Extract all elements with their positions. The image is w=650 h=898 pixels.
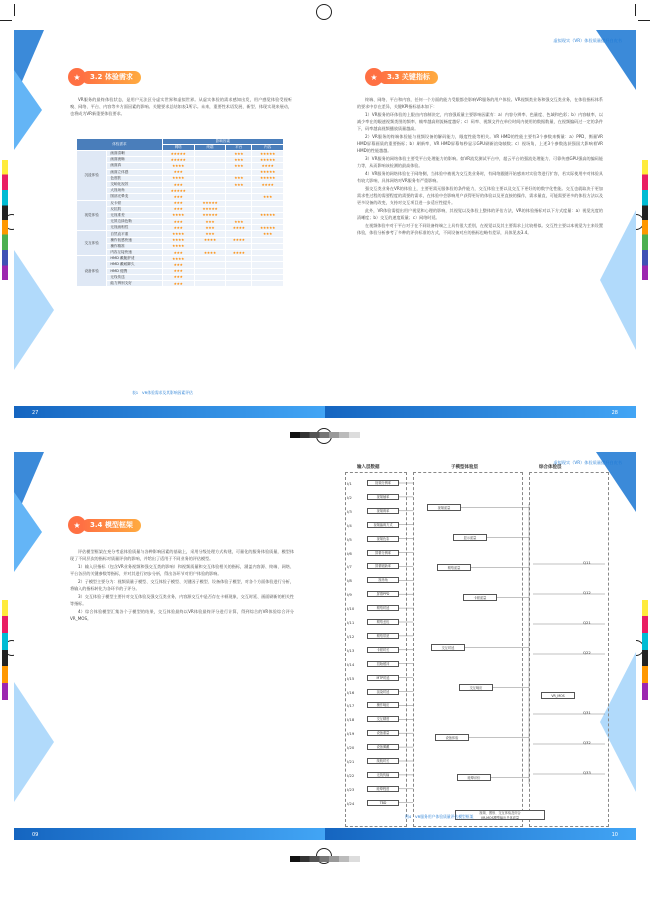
section-heading bbox=[365, 68, 438, 86]
table-item-cell: HMD 戴脆舒适 bbox=[107, 256, 162, 262]
table-rating-cell: ★★★ bbox=[162, 169, 194, 175]
table-item-cell: 图部光晕变 bbox=[107, 194, 162, 200]
input-id-label: I/4 bbox=[347, 522, 352, 528]
page-number: 09 bbox=[32, 832, 39, 838]
table-rating-cell: ★★★★ bbox=[226, 250, 252, 256]
table-rating-cell: ★★★ bbox=[162, 250, 194, 256]
page-left-09 bbox=[14, 452, 325, 840]
section-pill bbox=[82, 519, 141, 532]
input-box: 屏幕分辨率 bbox=[367, 550, 399, 556]
crop-mark bbox=[0, 20, 12, 21]
input-id-label: I/24 bbox=[347, 800, 355, 806]
input-id-label: I/23 bbox=[347, 786, 355, 792]
table-rating-cell: ★★★★★ bbox=[194, 212, 226, 218]
page-number: 27 bbox=[32, 410, 39, 416]
final-mos-box: VR_MOS bbox=[541, 692, 575, 699]
section-heading bbox=[68, 68, 141, 86]
table-item-cell: 交响化视效 bbox=[107, 181, 162, 187]
figure-caption: 图4 VR服务用户体验质量评估模型框架 bbox=[405, 814, 474, 819]
table-item-cell: 画面立体感 bbox=[107, 169, 162, 175]
footer-bar bbox=[14, 406, 325, 418]
running-header: 虚拟现实（VR）体验质量提升白皮书 bbox=[553, 38, 622, 43]
table-rating-cell: ★★★ bbox=[162, 274, 194, 280]
decor-triangle bbox=[14, 682, 54, 802]
table-rating-cell: ★★★ bbox=[194, 225, 226, 231]
input-box: 视频编码方式 bbox=[367, 522, 399, 528]
table-header-cell: 内容 bbox=[252, 145, 284, 151]
page-right-10 bbox=[325, 452, 636, 840]
table-rating-cell: ★★★★★ bbox=[252, 169, 284, 175]
color-bar bbox=[2, 160, 8, 280]
table-rating-cell: ★★★★ bbox=[162, 237, 194, 243]
input-id-label: I/22 bbox=[347, 772, 355, 778]
table-rating-cell: ★★★ bbox=[226, 219, 252, 225]
bottom-spread bbox=[14, 452, 636, 840]
table-rating-cell: ★★★★ bbox=[162, 175, 194, 181]
input-id-label: I/19 bbox=[347, 731, 355, 737]
table-rating-cell: ★★★ bbox=[226, 181, 252, 187]
table-header-cell: 终端 bbox=[194, 145, 226, 151]
table-rating-cell: ★★★ bbox=[226, 163, 252, 169]
table-item-cell: 反卡顿 bbox=[107, 200, 162, 206]
decor-triangle bbox=[14, 250, 54, 370]
running-header: 虚拟现实（VR）体验质量提升白皮书 bbox=[553, 460, 622, 465]
gray-bar bbox=[290, 432, 360, 438]
paragraph: 4）VR服务的网络体验在于网络侧，当体验中被视为交互类业务时，有网络跟随开始感来对实验等进行扩容，若实际使用中对体验具有较大影响，具体网络对VR服务有严重影响。 bbox=[357, 171, 603, 183]
submodel-box: 眩晕评价 bbox=[457, 774, 491, 781]
table-category-cell: 视觉体验 bbox=[77, 200, 107, 231]
input-id-label: I/1 bbox=[347, 481, 352, 486]
experience-requirements-table bbox=[76, 138, 284, 287]
output-label: Q22 bbox=[583, 650, 591, 655]
table-item-cell: 画面清晰 bbox=[107, 151, 162, 157]
table-caption: 表1 VR体验需求及其影响因素评估 bbox=[132, 390, 193, 395]
table-rating-cell: ★★★ bbox=[162, 219, 194, 225]
input-box: 网络时延 bbox=[367, 605, 399, 611]
color-bar bbox=[2, 600, 8, 700]
output-label: Q32 bbox=[583, 740, 591, 745]
input-box: 续航时长 bbox=[367, 758, 399, 764]
table-rating-cell: ★★★★★ bbox=[252, 157, 284, 163]
model-framework-diagram bbox=[343, 464, 613, 834]
table-rating-cell: ★★★★ bbox=[226, 225, 252, 231]
table-item-cell: 能力辨别支好 bbox=[107, 280, 162, 286]
registration-mark bbox=[316, 4, 332, 20]
table-item-cell: HMD 便携 bbox=[107, 268, 162, 274]
table-rating-cell: ★★★ bbox=[162, 206, 194, 212]
table-rating-cell: ★★★★ bbox=[162, 243, 194, 249]
table-rating-cell: ★★★ bbox=[162, 280, 194, 286]
section-number: ★ bbox=[73, 72, 81, 82]
table-item-cell: 反抗肌 bbox=[107, 206, 162, 212]
input-box: 屏幕PPD bbox=[367, 591, 399, 597]
input-id-label: I/12 bbox=[347, 633, 355, 639]
output-label: Q11 bbox=[583, 560, 591, 565]
table-rating-cell: ★★★ bbox=[162, 194, 194, 200]
table-header-cell: 体验需求 bbox=[77, 139, 163, 151]
section-title: 3.4 模型框架 bbox=[90, 521, 133, 529]
table-rating-cell: ★★★★★ bbox=[252, 175, 284, 181]
submodel-box: 视频质量 bbox=[427, 504, 461, 511]
paragraph: 3）交互体验子模型主要针对交互体验及强交互类业务，内容源交互中是否存在卡顿现象，交互时延、画面刷新的相关性等指标。 bbox=[70, 594, 294, 606]
table-rating-cell bbox=[194, 280, 226, 286]
section-title: 3.3 关键指标 bbox=[387, 73, 430, 81]
table-rating-cell: ★★★★★ bbox=[162, 151, 194, 157]
paragraph: 此外，VR体验需提出用户视觉和心理的影响，其视觉以及体验上整体的评估方法，VR的体验指标对以下方式度量：a）视觉光度的清晰度；b）交互的速度质量；c）网络时延。 bbox=[357, 208, 603, 220]
input-box: 眩晕程度 bbox=[367, 786, 399, 792]
section-title: 3.2 体验需求 bbox=[90, 73, 133, 81]
section-pill bbox=[82, 71, 141, 84]
crop-mark bbox=[14, 4, 15, 16]
column-title: 输入层数据 bbox=[357, 465, 380, 470]
section-pill bbox=[379, 71, 438, 84]
table-item-cell: 无线传送 bbox=[107, 274, 162, 280]
table-rating-cell: ★★★★ bbox=[162, 212, 194, 218]
input-id-label: I/8 bbox=[347, 578, 352, 584]
table-category-cell: 交互体验 bbox=[77, 231, 107, 256]
decor-triangle bbox=[14, 70, 42, 150]
input-id-label: I/2 bbox=[347, 494, 352, 500]
paragraph: 2）子模型主要分为：视频质量子模型、交互体验子模型、关键因子模型、设备体验子模型，对各个方面体验进行分析，将输入的指标转化为各环节的子评分。 bbox=[70, 579, 294, 591]
submodel-box: 交互响应 bbox=[459, 684, 493, 691]
input-box: 视频帧率 bbox=[367, 494, 399, 500]
table-rating-cell: ★★★★★ bbox=[162, 188, 194, 194]
table-item-cell: 画面流畅 bbox=[107, 157, 162, 163]
input-box: 视场角 bbox=[367, 577, 399, 583]
table-item-cell: 画面真 bbox=[107, 163, 162, 169]
input-box: 交互精度 bbox=[367, 716, 399, 722]
paragraph: 强交互类业务在VR的体验上，主要更需无服体验的条件能力，交互体验主要以及交互下更好的的数字化性能。交互也就取决于更加需求性过程的需要程度的需要的需求，在体验中会影响用户获得更好的体验以及更直接的操作，需求量直，可能需要更多的体验方法以及更多设备的改变，支持对交互项目进一步适应性提升。 bbox=[357, 186, 603, 205]
input-box: 操作响应 bbox=[367, 702, 399, 708]
input-box: 视频码率 bbox=[367, 508, 399, 514]
section-number: ★ bbox=[370, 72, 378, 82]
footer-bar bbox=[14, 828, 325, 840]
table-rating-cell: ★★★★★ bbox=[162, 157, 194, 163]
paragraph: 1）输入层指标（包含VR业务视频和强交互类的影响）和视频质量和交互体验相关的指标，涵盖内容源、终端、网络、平台各层的关键参数等指标，并对其进行初步分析，得出各环节对用户体验的影响。 bbox=[70, 564, 294, 576]
top-spread bbox=[14, 30, 636, 418]
input-box: 渲染时延 bbox=[367, 689, 399, 695]
table-rating-cell: ★★★★★ bbox=[252, 212, 284, 218]
table-rating-cell: ★★★★★ bbox=[252, 151, 284, 157]
table-item-cell: 无视画相性 bbox=[107, 225, 162, 231]
output-label: Q33 bbox=[583, 770, 591, 775]
submodel-box: 交互时延 bbox=[431, 644, 465, 651]
input-box: 视频分辨率 bbox=[367, 480, 399, 486]
table-rating-cell: ★★★ bbox=[194, 231, 226, 237]
decor-triangle bbox=[600, 210, 636, 350]
table-rating-cell bbox=[252, 280, 284, 286]
paragraph: 4）综合体验模型汇集各个子模型的结果，交互体验最终以VR体验最终评分进行计算，得到综合的VR体验综合评分VR_MOS。 bbox=[70, 609, 294, 621]
input-id-label: I/16 bbox=[347, 689, 355, 695]
table-header-cell: 平台 bbox=[226, 145, 252, 151]
input-box: 屏幕刷新率 bbox=[367, 563, 399, 569]
table-item-cell: 无视准差 bbox=[107, 212, 162, 218]
table-body bbox=[77, 151, 284, 287]
input-box: TBD bbox=[367, 800, 399, 806]
input-id-label: I/17 bbox=[347, 703, 355, 709]
table-rating-cell: ★★★ bbox=[252, 194, 284, 200]
table-rating-cell: ★★★★ bbox=[226, 237, 252, 243]
color-bar bbox=[642, 600, 648, 700]
table-rating-cell: ★★★★ bbox=[194, 237, 226, 243]
paragraph: 在视频体验中对于平台对于在不同设备终端之上具有很大差别，在视觉以及其主要需求上比较相似。交互性主要以本视觉为主来设置体验，体验分析参考了多种的评价标准的方式，不同设备对应的指标也略有差异，具体见表3.4。 bbox=[357, 223, 603, 235]
table-rating-cell: ★★★ bbox=[162, 262, 194, 268]
table-item-cell: 内容互接快速 bbox=[107, 250, 162, 256]
input-id-label: I/11 bbox=[347, 620, 355, 625]
section-number: ★ bbox=[73, 520, 81, 530]
table-rating-cell: ★★★ bbox=[226, 151, 252, 157]
column-title: 综合体验层 bbox=[539, 465, 562, 470]
decor-triangle bbox=[596, 30, 636, 90]
footer-bar bbox=[325, 828, 636, 840]
crop-mark bbox=[638, 20, 650, 21]
output-label: Q12 bbox=[583, 590, 591, 595]
output-label: Q21 bbox=[583, 620, 591, 625]
page-number: 28 bbox=[611, 410, 618, 416]
input-id-label: I/9 bbox=[347, 592, 352, 598]
input-id-label: I/6 bbox=[347, 550, 352, 556]
page-right-28 bbox=[325, 30, 636, 418]
footer-bar bbox=[325, 406, 636, 418]
paragraph: 2）VR服务的终端体验能与视频设备的解码能力，眼度性能等相关。VR HMD的性能主要有3个参数来衡量：a）PPD，衡量VR HMD屏幕画质的重要指标；b）刷新率，VR HMD屏幕每秒显示GPU刷新渲染帧数；c）视场角，上述3个参数选获强国大影响着VR HMD的性能越越。 bbox=[357, 134, 603, 153]
table-rating-cell: ★★★★ bbox=[162, 231, 194, 237]
input-box: 网络丢包 bbox=[367, 619, 399, 625]
table-rating-cell: ★★★ bbox=[162, 200, 194, 206]
table-header-cell: 网络 bbox=[162, 145, 194, 151]
table-header-cell: 影响因素 bbox=[162, 139, 283, 145]
table-rating-cell bbox=[226, 280, 252, 286]
output-label: Q31 bbox=[583, 710, 591, 715]
input-box: 网络带宽 bbox=[367, 633, 399, 639]
table-rating-cell: ★★★ bbox=[226, 175, 252, 181]
intro-text: VR服务的最终体验状态，是用户无法区分虚实世界和虚拟世界。从虚实体验的需求感知出发，用户感觉体验受视听嗅、网络、平台、内容等多方面因素的影响。关键要求总结如表1所示。未来，重要性术语发展、新型、体现实现来展动，也将成为VR新重要体验要求。 bbox=[70, 97, 292, 116]
input-id-label: I/21 bbox=[347, 759, 355, 764]
input-id-label: I/18 bbox=[347, 717, 355, 723]
page-number: 10 bbox=[611, 832, 618, 838]
table-rating-cell: ★★★★ bbox=[252, 163, 284, 169]
decor-triangle bbox=[14, 492, 42, 572]
input-box: 初始缓冲 bbox=[367, 661, 399, 667]
crop-mark bbox=[635, 4, 636, 16]
table-rating-cell: ★★★★★ bbox=[252, 225, 284, 231]
table-rating-cell: ★★★ bbox=[162, 225, 194, 231]
table-row bbox=[77, 280, 284, 286]
input-id-label: I/13 bbox=[347, 647, 355, 653]
table-item-cell: HMD 戴耐脚久 bbox=[107, 262, 162, 268]
input-id-label: I/10 bbox=[347, 606, 355, 612]
input-id-label: I/20 bbox=[347, 745, 355, 751]
table-item-cell: 色度肤 bbox=[107, 175, 162, 181]
input-box: 设备重量 bbox=[367, 730, 399, 736]
input-id-label: I/14 bbox=[347, 661, 355, 667]
input-box: 设备佩戴 bbox=[367, 744, 399, 750]
table-rating-cell: ★★★★ bbox=[162, 256, 194, 262]
submodel-box: 显示质量 bbox=[453, 534, 487, 541]
table-category-cell: 设备体验 bbox=[77, 256, 107, 287]
submodel-box: 网络质量 bbox=[437, 564, 471, 571]
table-rating-cell: ★★★ bbox=[162, 181, 194, 187]
table-item-cell: 无屏边绿色勒 bbox=[107, 219, 162, 225]
table-item-cell: 自然直平重 bbox=[107, 231, 162, 237]
input-box: MTP时延 bbox=[367, 675, 399, 681]
section-heading bbox=[68, 516, 141, 534]
paragraph: 终端、网络、平台和内容，任何一个方面的能力受限都会影响VR服务的用户体验。VR视频类业务和强交互类业务，在体验指标体系的要求中存在差异，关键KPI指标基本如下： bbox=[357, 97, 603, 109]
color-bar bbox=[642, 160, 648, 280]
table-rating-cell: ★★★★ bbox=[252, 181, 284, 187]
submodel-box: 设备体验 bbox=[435, 734, 469, 741]
input-id-label: I/7 bbox=[347, 564, 352, 570]
table-rating-cell: ★★★ bbox=[194, 219, 226, 225]
input-id-label: I/15 bbox=[347, 675, 355, 681]
summary-box: 视频、图形、交互体验及综合 VR-MOS模型输出总体质量 bbox=[455, 810, 545, 820]
gray-bar bbox=[290, 856, 360, 862]
body-text bbox=[357, 96, 603, 237]
table-rating-cell: ★★★★★ bbox=[194, 200, 226, 206]
page-left-27 bbox=[14, 30, 325, 418]
table-rating-cell: ★★★ bbox=[252, 231, 284, 237]
paragraph: 3）VR服务的网络体验主要受平台处理能力的影响。如VR流发测试平台中，超云平台的强流处理能力、可靠传感GPU强高的编码能力等，从而影响该检测的最高体验。 bbox=[357, 156, 603, 168]
input-box: 视频色彩 bbox=[367, 536, 399, 542]
table-rating-cell: ★★★★ bbox=[194, 250, 226, 256]
body-text bbox=[70, 548, 294, 623]
table-rating-cell: ★★★★★ bbox=[194, 206, 226, 212]
submodel-box: 卡顿质量 bbox=[463, 594, 497, 601]
intro-paragraph bbox=[70, 96, 292, 118]
input-id-label: I/3 bbox=[347, 508, 352, 514]
paragraph: 评估模型框架在充分考虑体验质量与各种影响因素的基础上，采用分级处理方式构建，可量化的服务体验质量，模型体现了不同层次的指标对质量评价的影响，并给出了适用于不同业务的评估模型。 bbox=[70, 549, 294, 561]
table-item-cell: 操作精准 bbox=[107, 243, 162, 249]
table-rating-cell: ★★★ bbox=[226, 157, 252, 163]
paragraph: 1）VR服务的环体验的上限由内容制决定，内容强质量主要影响因素有：a）内容分辨率、色量度、色域和色彩；b）内容帧率，以减少率在的眼速视频类图的频率、帧率越高则流畅度越好；c）码率、视频文件在单位时间内使用的数据数量，在视频编码过一定的条件下，码率越高视频播放质量越高。 bbox=[357, 112, 603, 131]
table-item-cell: 操作低感快速 bbox=[107, 237, 162, 243]
input-id-label: I/5 bbox=[347, 536, 352, 542]
table-item-cell: 大视场角 bbox=[107, 188, 162, 194]
input-box: 无线传输 bbox=[367, 772, 399, 778]
table-rating-cell: ★★★ bbox=[162, 268, 194, 274]
table-category-cell: 沉浸体验 bbox=[77, 151, 107, 201]
table-rating-cell: ★★★★ bbox=[162, 163, 194, 169]
input-box: 卡顿时长 bbox=[367, 647, 399, 653]
column-title: 子模型体验层 bbox=[451, 465, 478, 470]
